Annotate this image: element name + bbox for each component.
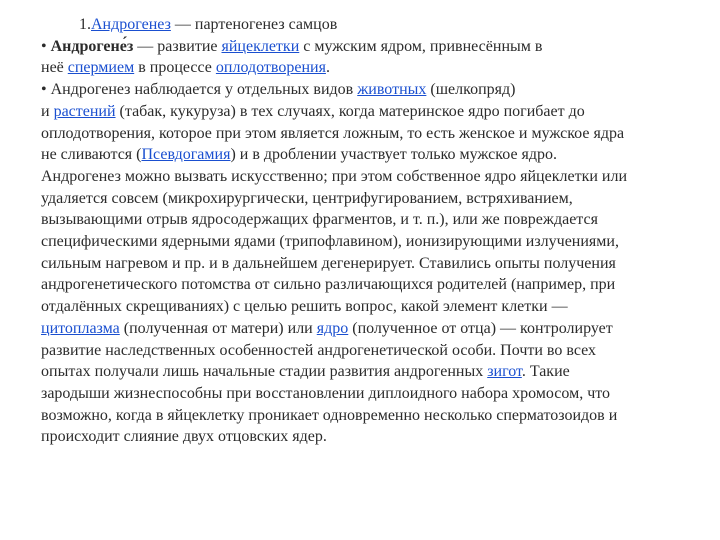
link-animals[interactable]: животных xyxy=(357,81,427,99)
paragraph-line xyxy=(41,231,713,253)
paragraph-line xyxy=(41,144,713,166)
paragraph-line xyxy=(41,188,713,210)
paragraph-line xyxy=(41,57,713,79)
text-span: не сливаются ( xyxy=(41,146,142,164)
paragraph-line xyxy=(41,383,713,405)
text-span: специфическими ядерными ядами (трипофлавином), ионизирующими излучениями, xyxy=(41,233,619,251)
link-nucleus[interactable]: ядро xyxy=(316,319,349,337)
text-span: вызывающими отрыв ядросодержащих фрагментов, и т. п.), или же повреждается xyxy=(41,211,598,229)
paragraph-line xyxy=(41,340,713,362)
text-span: . Такие xyxy=(521,363,570,381)
text-span: и xyxy=(41,102,54,120)
text-span: отдалённых скрещиваниях) с целью решить вопрос, какой элемент клетки — xyxy=(41,298,568,316)
text-span: в процессе xyxy=(134,59,216,77)
text-span: (табак, кукуруза) в тех случаях, когда материнское ядро погибает до xyxy=(115,102,585,120)
text-span: зародыши жизнеспособны при восстановлении диплоидного набора хромосом, что xyxy=(41,384,611,402)
paragraph-line xyxy=(41,426,713,448)
text-span: Андрогенез можно вызвать искусственно; при этом собственное ядро яйцеклетки или xyxy=(41,167,628,185)
link-plants[interactable]: растений xyxy=(53,102,116,120)
text-span: — партеногенез самцов xyxy=(170,16,338,33)
text-span: 1. xyxy=(79,16,91,33)
term-bold: Андрогене́з xyxy=(50,37,134,55)
paragraph-line xyxy=(41,296,713,318)
text-span: опытах получали лишь начальные стадии развития андрогенных xyxy=(41,363,488,381)
text-span: — развитие xyxy=(133,37,222,55)
link-spermium[interactable]: спермием xyxy=(67,59,135,77)
paragraph-line xyxy=(41,123,713,145)
link-egg-cell[interactable]: яйцеклетки xyxy=(221,37,300,55)
link-zygotes[interactable]: зигот xyxy=(487,363,522,381)
link-cytoplasm[interactable]: цитоплазма xyxy=(41,319,120,337)
document-body xyxy=(41,14,713,448)
link-fertilization[interactable]: оплодотворения xyxy=(215,59,326,77)
bullet-text: • xyxy=(41,37,51,55)
link-androgenesis[interactable]: Андрогенез xyxy=(91,16,171,33)
paragraph-line xyxy=(41,101,713,123)
text-span: развитие наследственных особенностей андрогенетической особи. Почти во всех xyxy=(41,341,597,359)
text-span: происходит слияние двух отцовских ядер. xyxy=(41,428,327,446)
bullet-text: • Андрогенез наблюдается у отдельных видов xyxy=(41,81,358,99)
paragraph-line xyxy=(41,79,713,101)
paragraph-line xyxy=(41,36,713,58)
text-span: ) и в дроблении участвует только мужское ядро. xyxy=(230,146,558,164)
text-span: андрогенетического потомства от сильно различающихся родителей (например, при xyxy=(41,276,616,294)
paragraph-line xyxy=(41,361,713,383)
paragraph-line xyxy=(41,166,713,188)
text-span: (полученное от отца) — контролирует xyxy=(348,319,613,337)
paragraph-line xyxy=(41,274,713,296)
text-span: (шелкопряд) xyxy=(426,81,516,99)
text-span: неё xyxy=(41,59,68,77)
text-span: оплодотворения, которое при этом является ложным, то есть женское и мужское ядра xyxy=(41,124,625,142)
text-span: (полученная от матери) или xyxy=(119,319,317,337)
paragraph-line xyxy=(41,253,713,275)
text-span: возможно, когда в яйцеклетку проникает одновременно несколько сперматозоидов и xyxy=(41,406,618,424)
heading-line xyxy=(41,14,713,36)
text-span: сильным нагревом и пр. и в дальнейшем дегенерирует. Ставились опыты получения xyxy=(41,254,616,272)
paragraph-line xyxy=(41,318,713,340)
text-span: . xyxy=(325,59,330,77)
text-span: с мужским ядром, привнесённым в xyxy=(299,37,543,55)
paragraph-line xyxy=(41,405,713,427)
paragraph-line xyxy=(41,209,713,231)
link-pseudogamy[interactable]: Псевдогамия xyxy=(141,146,231,164)
text-span: удаляется совсем (микрохирургически, центрифугированием, встряхиванием, xyxy=(41,189,573,207)
